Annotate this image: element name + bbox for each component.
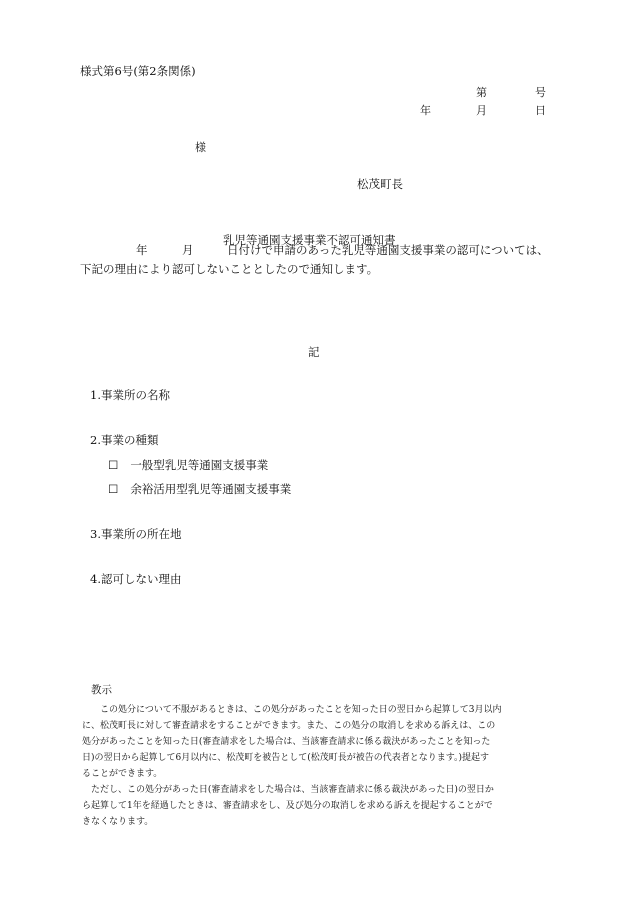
body-month: 月 [182,243,194,257]
date-day: 日 [535,104,546,117]
notice-line: に、松茂町長に対して審査請求をすることができます。また、この処分の取消しを求める訴えは、この [82,721,496,731]
issuer: 松茂町長 [357,177,403,191]
item-refusal-reason: 4.認可しない理由 [90,572,182,586]
body-paragraph [80,241,550,279]
date-month: 月 [476,104,487,117]
notice-line: ら起算して1年を経過したときは、審査請求をし、及び処分の取消しを求める訴えを提起することがで [82,801,493,811]
notice-line: 日)の翌日から起算して6月以内に、松茂町を被告として(松茂町長が被告の代表者となります。)提起す [82,753,490,763]
addressee-suffix: 様 [195,141,206,154]
business-type-option-general[interactable] [108,460,268,472]
business-type-surplus-label: 余裕活用型乳児等通園支援事業 [130,482,292,496]
doc-number-left: 第 [476,86,487,99]
date-year: 年 [420,104,431,117]
checkbox-general[interactable]: ☐ [108,458,119,472]
notice-line: この処分について不服があるときは、この処分があったことを知った日の翌日から起算して3月以内 [100,705,502,715]
doc-number-right: 号 [535,86,546,99]
form-number: 様式第6号(第2条関係) [80,64,196,78]
notice-line: ただし、この処分があった日(審査請求をした場合は、当該審査請求に係る裁決があった日)の翌日か [91,785,494,795]
document-title: 乳児等通園支援事業不認可通知書 [223,233,396,247]
body-line-2: 下記の理由により認可しないこととしたので通知します。 [80,262,379,276]
business-type-general-label: 一般型乳児等通園支援事業 [130,458,269,472]
notice-title: 教示 [91,684,112,696]
ki-heading: 記 [308,345,320,359]
item-business-type: 2.事業の種類 [90,433,159,447]
item-business-location: 3.事業所の所在地 [90,527,182,541]
business-type-option-surplus[interactable] [108,484,291,496]
checkbox-surplus[interactable]: ☐ [108,482,119,496]
notice-line: 処分があったことを知った日(審査請求をした場合は、当該審査請求に係る裁決があったことを知った [82,737,491,747]
body-line-1 [80,241,550,260]
body-line-1-text: 日付けで申請のあった乳児等通園支援事業の認可については、 [227,243,549,257]
notice-section [82,682,551,830]
notice-line: ることができます。 [82,769,163,779]
body-year: 年 [136,243,148,257]
item-business-name: 1.事業所の名称 [90,388,170,402]
notice-line: きなくなります。 [82,817,154,827]
